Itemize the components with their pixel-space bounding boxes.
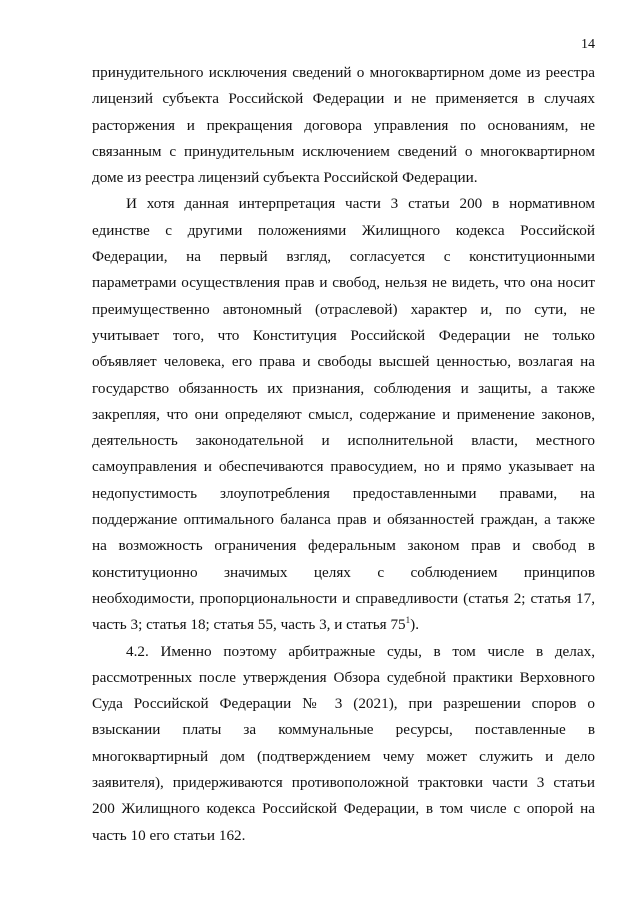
text-line: часть 10 его статьи 162. (92, 826, 246, 844)
text-line: 200 Жилищного кодекса Российской Федерации, в том числе с опорой на (92, 800, 595, 818)
text-line: рассмотренных после утверждения Обзора судебной практики Верховного (92, 668, 595, 686)
text-line: заявителя), придерживаются противоположной трактовки части 3 статьи (92, 774, 595, 792)
text-line: расторжения и прекращения договора управления по основаниям, не (92, 116, 595, 134)
body-text (92, 60, 595, 849)
text-line: на возможность ограничения федеральным законом прав и свобод в (92, 537, 595, 555)
text-line: связанным с принудительным исключением сведений о многоквартирном (92, 142, 595, 160)
text-line: объявляет человека, его права и свободы высшей ценностью, возлагая на (92, 353, 595, 371)
text-line: конституционно значимых целях с соблюдением принципов (92, 563, 595, 581)
text-line: многоквартирный дом (подтверждением чему может служить и дело (92, 747, 595, 765)
text-line-closing: ). (410, 616, 419, 634)
paragraph-1 (92, 60, 595, 191)
text-line: недопустимость злоупотребления предоставленными правами, на (92, 484, 595, 502)
paragraph-2 (92, 191, 595, 638)
text-line: преимущественно автономный (отраслевой) характер и, по сути, не (92, 300, 595, 318)
footnote-mark[interactable]: 1 (405, 615, 411, 626)
text-line: 4.2. Именно поэтому арбитражные суды, в том числе в делах, (126, 642, 595, 660)
text-line: самоуправления и обеспечиваются правосудием, но и прямо указывает на (92, 458, 595, 476)
text-line: деятельность законодательной и исполнительной власти, местного (92, 432, 595, 450)
text-line: часть 3; статья 18; статья 55, часть 3, и статья 75 (92, 616, 406, 634)
text-line: учитывает того, что Конституция Российской Федерации не только (92, 326, 595, 344)
text-line: Суда Российской Федерации № 3 (2021), при разрешении споров о (92, 695, 595, 713)
text-line: государство обязанность их признания, соблюдения и защиты, а также (92, 379, 595, 397)
text-line: необходимости, пропорциональности и справедливости (статья 2; статья 17, (92, 589, 595, 607)
text-line: Федерации, на первый взгляд, согласуется с конституционными (92, 248, 595, 266)
page-number: 14 (581, 37, 595, 52)
text-line: параметрами осуществления прав и свобод, нельзя не видеть, что она носит (92, 274, 595, 292)
text-line: принудительного исключения сведений о многоквартирном доме из реестра (92, 64, 595, 81)
text-line: поддержание оптимального баланса прав и обязанностей граждан, а также (92, 511, 595, 529)
text-line: единстве с другими положениями Жилищного кодекса Российской (92, 221, 595, 239)
text-line: И хотя данная интерпретация части 3 статьи 200 в нормативном (126, 195, 595, 213)
text-line: закрепляя, что они определяют смысл, содержание и применение законов, (92, 405, 595, 423)
text-line: лицензий субъекта Российской Федерации и не применяется в случаях (92, 90, 595, 108)
text-line: доме из реестра лицензий субъекта Российской Федерации. (92, 169, 478, 187)
text-line: взыскании платы за коммунальные ресурсы, поставленные в (92, 721, 595, 739)
text-line-with-footnote (92, 612, 595, 638)
paragraph-3 (92, 639, 595, 849)
